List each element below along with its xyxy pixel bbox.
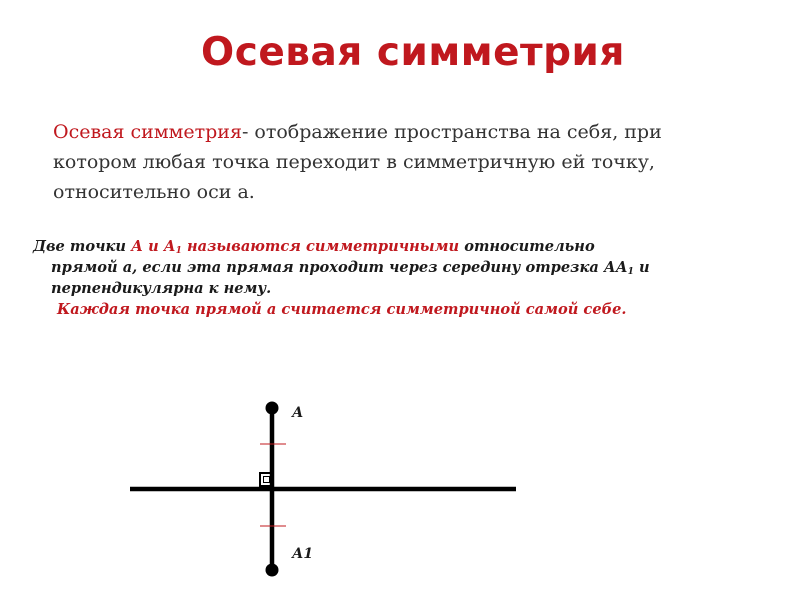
definition-body: - отображение пространства на себя, при котором любая точка переходит в симметричную ей точку, относительно оси а. bbox=[53, 121, 662, 203]
rule-line-3: перпендикулярна к нему. bbox=[51, 280, 272, 297]
rule-part-2: относительно bbox=[459, 238, 595, 255]
rule-part-4: и bbox=[633, 259, 650, 276]
definition-term: Осевая симметрия bbox=[53, 121, 242, 143]
label-a1: А1 bbox=[292, 546, 314, 562]
rule-part-3: прямой а, если эта прямая проходит через середину отрезка АА bbox=[51, 259, 628, 276]
rule-points-subscript: 1 bbox=[175, 246, 182, 256]
rule-symmetric-text: называются симметричными bbox=[181, 238, 460, 255]
point-a bbox=[266, 402, 279, 415]
label-a: А bbox=[292, 405, 304, 421]
slide-title: Осевая симметрия bbox=[201, 30, 625, 75]
rule-part-1: Две точки bbox=[33, 238, 132, 255]
point-a1 bbox=[266, 564, 279, 577]
self-symmetry-note: Каждая точка прямой а считается симметричной самой себе. bbox=[57, 301, 627, 318]
right-angle-marker-inner bbox=[264, 477, 270, 483]
rule-points-text: А и А bbox=[131, 238, 176, 255]
rule-segment-subscript: 1 bbox=[627, 267, 634, 277]
